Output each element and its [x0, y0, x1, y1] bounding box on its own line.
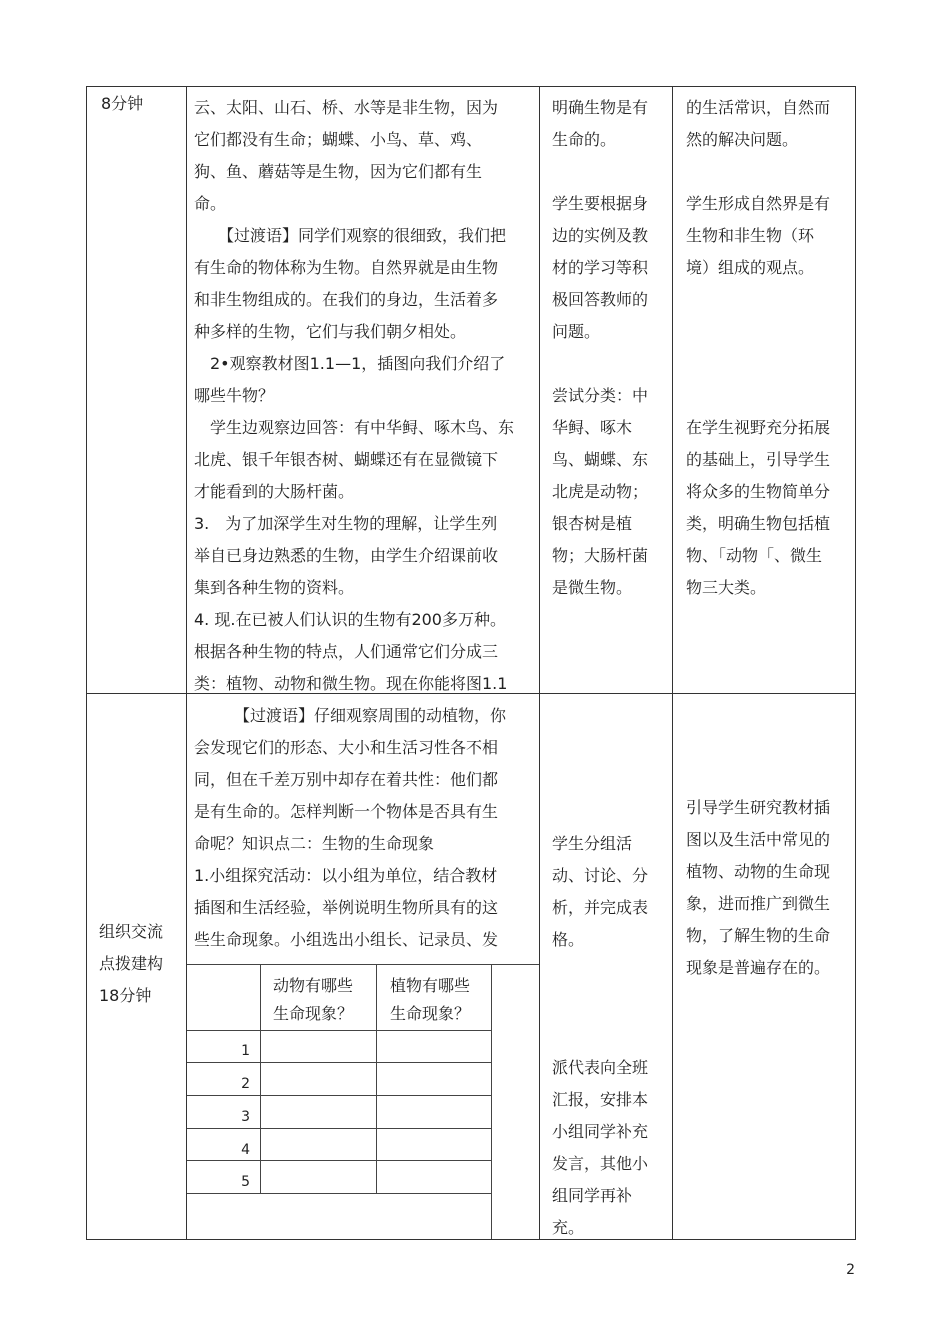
text-line: 命。 [194, 194, 227, 213]
table-bottom-border [86, 1239, 856, 1240]
text-line: 18分钟 [99, 986, 152, 1005]
text-line: 种多样的生物，它们与我们朝夕相处。 [194, 322, 467, 341]
text-line: 4. 现.在已被人们认识的生物有200多万种。 [194, 610, 506, 629]
text-line: 现象是普遍存在的。 [686, 958, 831, 977]
design-intent-1 [686, 92, 830, 604]
text-line: 是微生物。 [552, 578, 633, 597]
text-line: 1.小组探究活动：以小组为单位，结合教材 [194, 866, 498, 885]
text-line: 物；大肠杆菌 [552, 546, 649, 565]
text-line: 植物、动物的生命现 [686, 862, 831, 881]
design-intent-2 [686, 792, 830, 984]
text-line: 和非生物组成的。在我们的身边，生活着多 [194, 290, 499, 309]
text-line: 它们都没有生命；蝴蝶、小鸟、草、鸡、 [194, 130, 483, 149]
text-line: 发言，其他小 [552, 1154, 649, 1173]
text-line: 图以及生活中常见的 [686, 830, 831, 849]
row-divider [86, 693, 856, 694]
text-line: 同，但在千差万别中却存在着共性：他们都 [194, 770, 499, 789]
text-line: 组织交流 [99, 922, 164, 941]
text-line: 物，了解生物的生命 [686, 926, 831, 945]
text-line: 物三大类。 [686, 578, 767, 597]
text-line: 格。 [552, 930, 585, 949]
text-line: 根据各种生物的特点，人们通常它们分成三 [194, 642, 499, 661]
text-line: 然的解决问题。 [686, 130, 799, 149]
text-line [552, 956, 648, 988]
text-line: 析，并完成表 [552, 898, 649, 917]
text-line: 境）组成的观点。 [686, 258, 815, 277]
text-line: 类：植物、动物和微生物。现在你能将图1.1 [194, 674, 508, 692]
text-line: 学生形成自然界是有 [686, 194, 831, 213]
student-activity-1 [552, 92, 648, 604]
text-line: 才能看到的大肠杆菌。 [194, 482, 355, 501]
text-line [552, 156, 648, 188]
text-line: 【过渡语】仔细观察周围的动植物，你 [194, 706, 507, 725]
text-line: 有生命的物体称为生物。自然界就是由生物 [194, 258, 499, 277]
text-line [686, 156, 830, 188]
teacher-activity-1 [194, 92, 514, 692]
text-line: 生物和非生物（环 [686, 226, 815, 245]
text-line: 集到各种生物的资料。 [194, 578, 355, 597]
text-line [686, 284, 830, 316]
text-line: 举自已身边熟悉的生物，由学生介绍课前收 [194, 546, 499, 565]
page-number: 2 [846, 1262, 855, 1278]
table-right-border [855, 86, 856, 1240]
text-line: 生命的。 [552, 130, 617, 149]
table-row-number: 2 [241, 1076, 250, 1092]
text-line: 些生命现象。小组选出小组长、记录员、发 [194, 930, 499, 949]
text-line: 极回答教师的 [552, 290, 649, 309]
text-line: 狗、鱼、蘑菇等是生物，因为它们都有生 [194, 162, 483, 181]
text-line: 学生边观察边回答：有中华鲟、啄木鸟、东 [194, 418, 515, 437]
text-line: 3. 为了加深学生对生物的理解，让学生列 [194, 514, 498, 533]
text-line [552, 348, 648, 380]
text-line [686, 380, 830, 412]
text-line: 材的学习等积 [552, 258, 649, 277]
text-line: 插图和生活经验，举例说明生物所具有的这 [194, 898, 499, 917]
text-line: 组同学再补 [552, 1186, 633, 1205]
table-row-number: 5 [241, 1174, 250, 1190]
text-line: 的生活常识，自然而 [686, 98, 831, 117]
text-line [686, 348, 830, 380]
stage-label-2 [99, 916, 163, 1012]
table-row-number: 4 [241, 1142, 250, 1158]
text-line: 是有生命的。怎样判断一个物体是否具有生 [194, 802, 499, 821]
text-line: 动、讨论、分 [552, 866, 649, 885]
text-line: 华鲟、啄木 [552, 418, 633, 437]
text-line: 学生要根据身 [552, 194, 649, 213]
text-line: 点拨建构 [99, 954, 164, 973]
text-line: 命呢？知识点二：生物的生命现象 [194, 834, 435, 853]
student-activity-2 [552, 828, 648, 1244]
text-line: 类，明确生物包括植 [686, 514, 831, 533]
text-line: 北虎是动物； [552, 482, 649, 501]
text-line: 鸟、蝴蝶、东 [552, 450, 649, 469]
text-line: 的基础上，引导学生 [686, 450, 831, 469]
text-line: 汇报，安排本 [552, 1090, 649, 1109]
text-line: 引导学生研究教材插 [686, 798, 831, 817]
text-line: 北虎、银千年银杏树、蝴蝶还有在显微镜下 [194, 450, 499, 469]
col-divider-1 [186, 86, 187, 1240]
col-divider-3 [672, 86, 673, 1240]
table-row-number: 1 [241, 1043, 250, 1059]
text-line: 充。 [552, 1218, 585, 1237]
text-line: 边的实例及教 [552, 226, 649, 245]
text-line: 会发现它们的形态、大小和生活习性各不相 [194, 738, 499, 757]
text-line: 明确生物是有 [552, 98, 649, 117]
table-row-number: 3 [241, 1109, 250, 1125]
text-line: 尝试分类：中 [552, 386, 649, 405]
text-line: 在学生视野充分拓展 [686, 418, 831, 437]
stage-time-1: 8分钟 [101, 94, 144, 113]
text-line: 2•观察教材图1.1—1，插图向我们介绍了 [194, 354, 506, 373]
table-left-border [86, 86, 87, 1240]
text-line: 【过渡语】同学们观察的很细致，我们把 [194, 226, 507, 245]
teacher-activity-2 [194, 700, 506, 962]
table-header-plants: 植物有哪些 生命现象？ [390, 976, 471, 1023]
text-line: 象，进而推广到微生 [686, 894, 831, 913]
text-line: 哪些牛物？ [194, 386, 275, 405]
text-line: 派代表向全班 [552, 1058, 649, 1077]
text-line [552, 988, 648, 1020]
text-line: 小组同学补充 [552, 1122, 649, 1141]
text-line: 将众多的生物简单分 [686, 482, 831, 501]
table-header-animals: 动物有哪些 生命现象？ [273, 976, 354, 1023]
table-top-border [86, 86, 856, 87]
text-line: 学生分组活 [552, 834, 633, 853]
text-line: 问题。 [552, 322, 601, 341]
text-line [552, 1020, 648, 1052]
text-line: 云、太阳、山石、桥、水等是非生物，因为 [194, 98, 499, 117]
col-divider-2 [539, 86, 540, 1240]
text-line: 物、「动物「、微生 [686, 546, 823, 565]
text-line [686, 316, 830, 348]
text-line: 银杏树是植 [552, 514, 633, 533]
